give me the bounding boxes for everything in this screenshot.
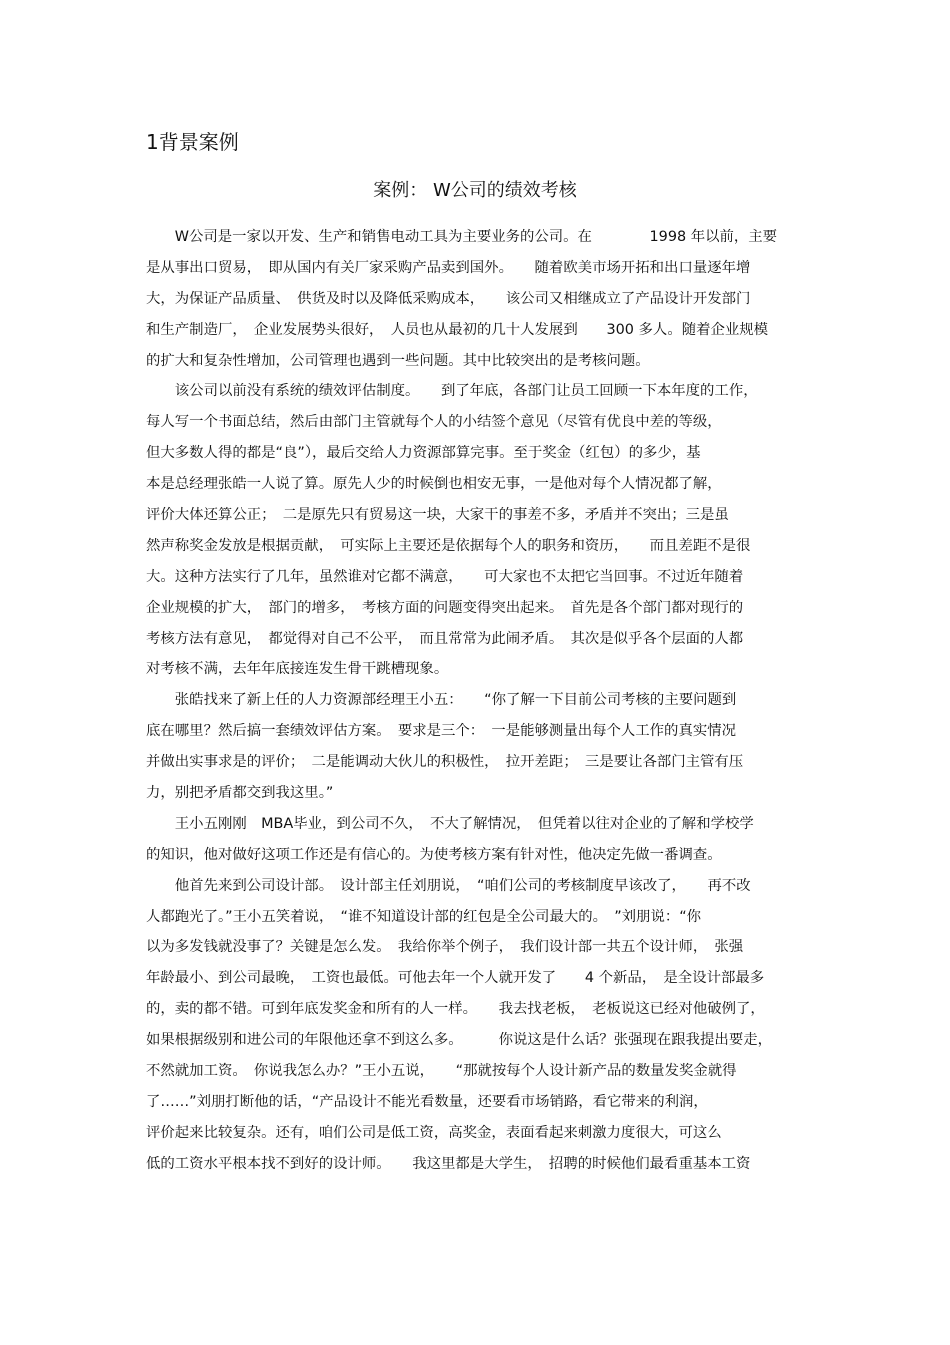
text-line: 但大多数人得的都是“良”），最后交给人力资源部算完事。至于奖金（红包）的多少，基 (146, 445, 701, 462)
text-line: 低的工资水平根本找不到好的设计师。 我这里都是大学生， 招聘的时候他们最看重基本工资 (146, 1155, 751, 1172)
text-line: 他首先来到公司设计部。 设计部主任刘朋说， “咱们公司的考核制度早该改了， 再不改 (146, 877, 751, 894)
text-line: 王小五刚刚 MBA毕业，到公司不久， 不大了解情况， 但凭着以往对企业的了解和学校学 (146, 815, 754, 832)
section-heading: 1背景案例 (146, 130, 239, 154)
text-line: 评价大体还算公正； 二是原先只有贸易这一块，大家干的事差不多，矛盾并不突出；三是虽 (146, 507, 729, 524)
text-line: 以为多发钱就没事了？关键是怎么发。 我给你举个例子， 我们设计部一共五个设计师， 张强 (146, 939, 744, 956)
text-line: 底在哪里？然后搞一套绩效评估方案。 要求是三个： 一是能够测量出每个人工作的真实情况 (146, 723, 737, 740)
case-title: 案例： W公司的绩效考核 (373, 180, 577, 201)
text-line: 的知识，他对做好这项工作还是有信心的。为使考核方案有针对性，他决定先做一番调查。 (146, 846, 722, 863)
text-line: 该公司以前没有系统的绩效评估制度。 到了年底，各部门让员工回顾一下本年度的工作， (146, 383, 758, 400)
text-line: 年龄最小、到公司最晚， 工资也最低。可他去年一个人就开发了 4 个新品， 是全设计部最多 (146, 970, 765, 987)
text-line: 大。这种方法实行了几年，虽然谁对它都不满意， 可大家也不太把它当回事。不过近年随着 (146, 568, 744, 585)
text-line: 大，为保证产品质量、 供货及时以及降低采购成本， 该公司又相继成立了产品设计开发部门 (146, 290, 751, 307)
text-line: 考核方法有意见， 都觉得对自己不公平， 而且常常为此闹矛盾。 其次是似乎各个层面的人都 (146, 630, 744, 647)
text-line: 人都跑光了。”王小五笑着说， “谁不知道设计部的红包是全公司最大的。 ”刘朋说：“你 (146, 908, 702, 925)
text-line: 的扩大和复杂性增加，公司管理也遇到一些问题。其中比较突出的是考核问题。 (146, 352, 650, 369)
text-line: 企业规模的扩大， 部门的增多， 考核方面的问题变得突出起来。 首先是各个部门都对现行的 (146, 599, 744, 616)
text-line: W公司是一家以开发、生产和销售电动工具为主要业务的公司。在 1998 年以前，主要 (146, 229, 778, 245)
text-line: 评价起来比较复杂。还有，咱们公司是低工资，高奖金，表面看起来刺激力度很大，可这么 (146, 1124, 722, 1141)
text-line: 每人写一个书面总结，然后由部门主管就每个人的小结签个意见（尽管有优良中差的等级， (146, 414, 722, 431)
text-line: 然声称奖金发放是根据贡献， 可实际上主要还是依据每个人的职务和资历， 而且差距不是很 (146, 537, 751, 554)
text-line: 对考核不满，去年年底接连发生骨干跳槽现象。 (146, 661, 449, 678)
text-line: 力，别把矛盾都交到我这里。” (146, 785, 334, 802)
text-line: 和生产制造厂， 企业发展势头很好， 人员也从最初的几十人发展到 300 多人。随着企业规模 (146, 321, 769, 338)
text-line: 了……”刘朋打断他的话，“产品设计不能光看数量，还要看市场销路，看它带来的利润， (146, 1093, 708, 1110)
text-line: 张皓找来了新上任的人力资源部经理王小五： “你了解一下目前公司考核的主要问题到 (146, 692, 737, 709)
text-line: 不然就加工资。 你说我怎么办？”王小五说， “那就按每个人设计新产品的数量发奖金就得 (146, 1063, 737, 1080)
text-line: 并做出实事求是的评价； 二是能调动大伙儿的积极性， 拉开差距； 三是要让各部门主管有压 (146, 754, 744, 771)
body-text (146, 222, 806, 1180)
text-line: 的，卖的都不错。可到年底发奖金和所有的人一样。 我去找老板， 老板说这已经对他破例了， (146, 1001, 765, 1018)
text-line: 是从事出口贸易， 即从国内有关厂家采购产品卖到国外。 随着欧美市场开拓和出口量逐年增 (146, 259, 751, 276)
text-line: 本是总经理张皓一人说了算。原先人少的时候倒也相安无事，一是他对每个人情况都了解， (146, 476, 722, 493)
text-line: 如果根据级别和进公司的年限他还拿不到这么多。 你说这是什么话？张强现在跟我提出要走， (146, 1032, 772, 1049)
